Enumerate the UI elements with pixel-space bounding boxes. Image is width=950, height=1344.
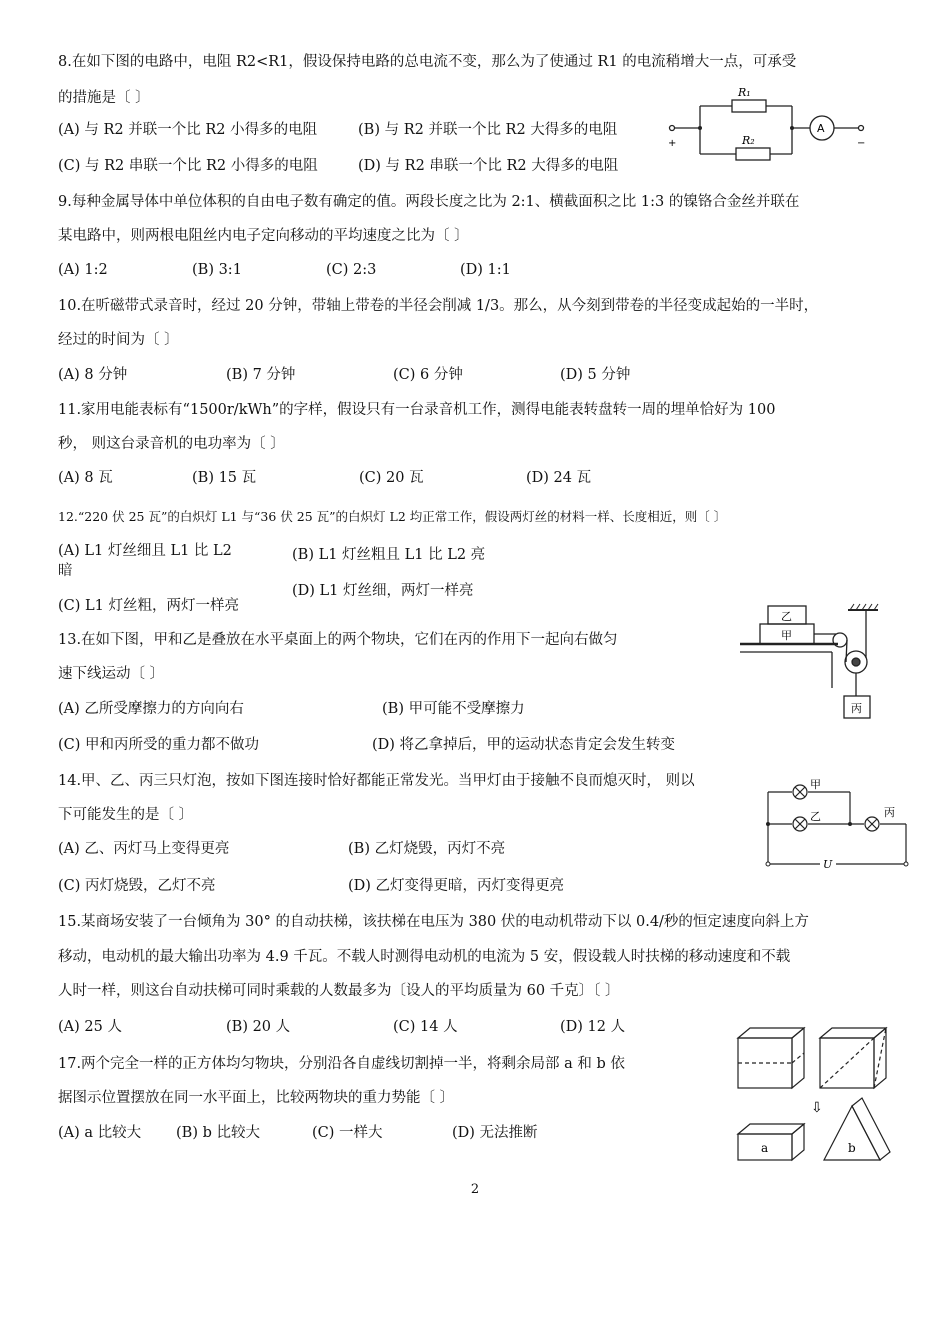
q8-stem-line2: 的措施是〔 〕 (58, 90, 150, 106)
q17-cube-diagram (728, 1024, 900, 1172)
q11-stem-line1: 11.家用电能表标有“1500r/kWh”的字样，假设只有一台录音机工作，测得电能表转盘转一周的埋单恰好为 100 (58, 402, 776, 418)
q14-lamp-circuit-diagram (760, 772, 918, 872)
q14-fig-bing-label: 丙 (884, 806, 895, 819)
q15-stem-line3: 人时一样，则这台自动扶梯可同时乘载的人数最多为〔设人的平均质量为 60 千克〕〔 〕 (58, 983, 620, 999)
q13-option-d: (D) 将乙拿掉后，甲的运动状态肯定会发生转变 (372, 737, 676, 753)
q13-option-a: (A) 乙所受摩擦力的方向向右 (58, 701, 244, 717)
q14-option-b: (B) 乙灯烧毁，丙灯不亮 (348, 841, 506, 857)
q13-fig-yi-label: 乙 (781, 610, 792, 623)
q10-stem-line2: 经过的时间为〔 〕 (58, 332, 179, 348)
q17-stem-line1: 17.两个完全一样的正方体均匀物块，分别沿各自虚线切割掉一半，将剩余局部 a 和 b 依 (58, 1056, 625, 1072)
q14-fig-u-label: U (823, 858, 833, 871)
q15-stem-line2: 移动，电动机的最大输出功率为 4.9 千瓦。不载人时测得电动机的电流为 5 安，假设载人时扶梯的移动速度和不载 (58, 949, 791, 965)
q15-stem-line1: 15.某商场安装了一台倾角为 30° 的自动扶梯，该扶梯在电压为 380 伏的电动机带动下以 0.4/秒的恒定速度向斜上方 (58, 914, 809, 930)
q14-option-c: (C) 丙灯烧毁，乙灯不亮 (58, 878, 216, 894)
q12-option-a-line1: (A) L1 灯丝细且 L1 比 L2 (58, 543, 232, 559)
q15-option-a: (A) 25 人 (58, 1019, 122, 1035)
q15-option-c: (C) 14 人 (393, 1019, 458, 1035)
q8-fig-r1-label: R₁ (738, 86, 751, 99)
q9-stem-line2: 某电路中，则两根电阻丝内电子定向移动的平均速度之比为〔 〕 (58, 228, 469, 244)
q13-pulley-diagram (738, 598, 918, 728)
q14-fig-yi-label: 乙 (810, 810, 821, 823)
q14-stem-line1: 14.甲、乙、丙三只灯泡，按如下图连接时恰好都能正常发光。当甲灯由于接触不良而熄灭时， 则以 (58, 773, 695, 789)
q8-option-b: (B) 与 R2 并联一个比 R2 大得多的电阻 (358, 122, 618, 138)
q8-circuit-diagram (664, 84, 874, 164)
q10-option-a: (A) 8 分钟 (58, 367, 128, 383)
q14-option-d: (D) 乙灯变得更暗，丙灯变得更亮 (348, 878, 565, 894)
q8-option-c: (C) 与 R2 串联一个比 R2 小得多的电阻 (58, 158, 318, 174)
q10-stem-line1: 10.在听磁带式录音时，经过 20 分钟，带轴上带卷的半径会削减 1/3。那么，从今刻到带卷的半径变成起始的一半时， (58, 298, 819, 314)
q15-option-d: (D) 12 人 (560, 1019, 626, 1035)
q11-option-a: (A) 8 瓦 (58, 470, 113, 486)
q9-stem-line1: 9.每种金属导体中单位体积的自由电子数有确定的值。两段长度之比为 2:1、横截面积之比 1:3 的镍铬合金丝并联在 (58, 194, 800, 210)
q12-option-a-line2: 暗 (58, 563, 73, 579)
q13-option-b: (B) 甲可能不受摩擦力 (382, 701, 525, 717)
q17-fig-b-label: b (848, 1141, 856, 1155)
q17-option-b: (B) b 比较大 (176, 1125, 260, 1141)
q8-option-a: (A) 与 R2 并联一个比 R2 小得多的电阻 (58, 122, 318, 138)
q11-stem-line2: 秒， 则这台录音机的电功率为〔 〕 (58, 436, 285, 452)
q12-option-c: (C) L1 灯丝粗，两灯一样亮 (58, 598, 239, 614)
q13-stem-line2: 速下线运动〔 〕 (58, 666, 165, 682)
q13-stem-line1: 13.在如下图，甲和乙是叠放在水平桌面上的两个物块，它们在丙的作用下一起向右做匀 (58, 632, 618, 648)
q17-option-a: (A) a 比较大 (58, 1125, 142, 1141)
q13-fig-jia-label: 甲 (781, 629, 792, 642)
q13-fig-bing-label: 丙 (851, 702, 862, 715)
q11-option-b: (B) 15 瓦 (192, 470, 257, 486)
q10-option-b: (B) 7 分钟 (226, 367, 296, 383)
q17-option-c: (C) 一样大 (312, 1125, 383, 1141)
q8-fig-minus: − (857, 138, 866, 149)
q15-option-b: (B) 20 人 (226, 1019, 291, 1035)
q17-option-d: (D) 无法推断 (452, 1125, 538, 1141)
q9-option-d: (D) 1:1 (460, 262, 511, 278)
q11-option-d: (D) 24 瓦 (526, 470, 592, 486)
ammeter-icon: A (817, 122, 825, 135)
page-number: 2 (470, 1182, 480, 1197)
q11-option-c: (C) 20 瓦 (359, 470, 424, 486)
q9-option-c: (C) 2:3 (326, 262, 377, 278)
q17-fig-a-label: a (761, 1141, 769, 1155)
q9-option-b: (B) 3:1 (192, 262, 242, 278)
q13-option-c: (C) 甲和丙所受的重力都不做功 (58, 737, 260, 753)
q10-option-c: (C) 6 分钟 (393, 367, 463, 383)
q10-option-d: (D) 5 分钟 (560, 367, 631, 383)
q12-stem-line1: 12.“220 伏 25 瓦”的白炽灯 L1 与“36 伏 25 瓦”的白炽灯 L2 均正常工作，假设两灯丝的材料一样、长度相近，则〔 〕 (58, 509, 727, 524)
q12-option-d: (D) L1 灯丝细，两灯一样亮 (292, 583, 474, 599)
q14-stem-line2: 下可能发生的是〔 〕 (58, 807, 194, 823)
q8-fig-plus: + (668, 138, 677, 149)
q9-option-a: (A) 1:2 (58, 262, 108, 278)
q8-fig-r2-label: R₂ (742, 134, 755, 147)
q8-option-d: (D) 与 R2 串联一个比 R2 大得多的电阻 (358, 158, 619, 174)
down-arrow-icon: ⇩ (811, 1100, 823, 1116)
q14-option-a: (A) 乙、丙灯马上变得更亮 (58, 841, 230, 857)
q8-stem-line1: 8.在如下图的电路中，电阻 R2<R1，假设保持电路的总电流不变，那么为了使通过 R1 的电流稍增大一点，可承受 (58, 54, 797, 70)
q17-stem-line2: 据图示位置摆放在同一水平面上，比较两物块的重力势能〔 〕 (58, 1090, 455, 1106)
q14-fig-jia-label: 甲 (810, 778, 821, 791)
q12-option-b: (B) L1 灯丝粗且 L1 比 L2 亮 (292, 547, 486, 563)
